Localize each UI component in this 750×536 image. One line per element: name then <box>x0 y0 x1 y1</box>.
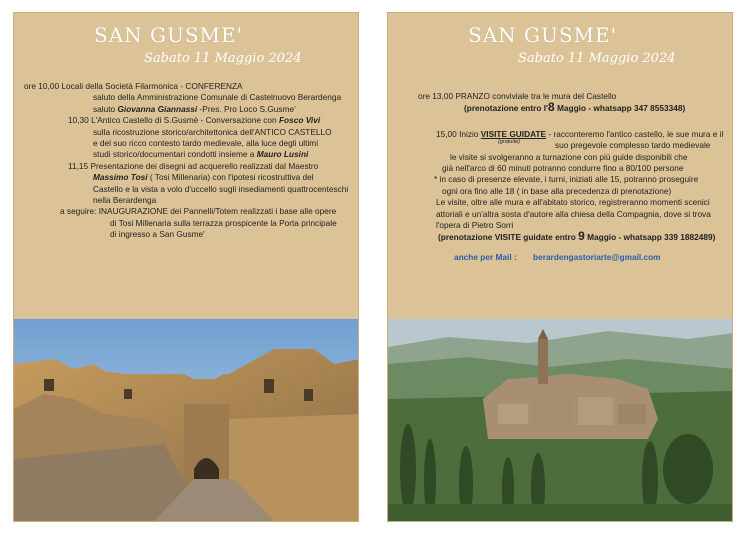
flyer-title: SAN GUSME' <box>468 23 618 47</box>
castle-gate-photo <box>14 319 359 521</box>
speaker-name: Fosco Vivi <box>278 115 321 126</box>
flyer-right <box>387 12 733 522</box>
speaker-name: Massimo Tosi <box>93 172 148 183</box>
program-line: ore 10,00 Locali della Società Filarmonica - CONFERENZA <box>24 81 243 91</box>
speaker-name: Giovanna Giannassi <box>117 103 198 114</box>
village-landscape-photo <box>388 319 733 521</box>
program-line: attoriali e un'altra sosta d'autore alla chiesa della Compagnia, dove si trova <box>436 208 711 219</box>
flyer-title: SAN GUSME' <box>94 23 244 47</box>
program-line: a seguire: INAUGURAZIONE dei Pannelli/Totem realizzati i base alle opere <box>60 206 337 217</box>
speaker-name: Mauro Lusini <box>256 149 309 160</box>
program-text <box>24 81 350 241</box>
booking-line: (prenotazione VISITE guidate entro 9 Maggio - whatsapp 339 1882489) <box>438 229 716 244</box>
program-line: 15,00 Inizio VISITE GUIDATE - racconteremo l'antico castello, le sue mura e il <box>436 128 724 139</box>
flyer-date: Sabato 11 Maggio 2024 <box>144 51 302 66</box>
program-line: (gratuite) suo pregevole complesso tardo medievale <box>498 139 711 151</box>
program-line: 11,15 Presentazione dei disegni ad acquerello realizzati dal Maestro <box>68 160 319 171</box>
note: (gratuite) <box>498 139 521 146</box>
program-line: Massimo Tosi ( Tosi Millenaria) con l'ipotesi ricostruttiva del <box>93 172 314 183</box>
program-line: Castello e la vista a volo d'uccello sugli insediamenti quattrocenteschi <box>93 183 349 194</box>
program-line: le visite si svolgeranno a turnazione con più guide disponibili che <box>450 151 688 162</box>
flyer-date: Sabato 11 Maggio 2024 <box>518 51 676 66</box>
program-line: e del suo ricco contesto tardo medievale, alla luce degli ultimi <box>93 138 319 149</box>
program-line: di Tosi Millenaria sulla terrazza prospicente la Porta principale <box>110 217 337 228</box>
program-line: studi storico/documentari condotti insieme a Mauro Lusini <box>93 149 309 160</box>
email-link[interactable]: berardengastoriarte@gmail.com <box>533 251 661 262</box>
contact-line: anche per Mail : berardengastoriarte@gmail.com <box>454 251 661 262</box>
flyer-left <box>13 12 359 522</box>
program-line: Le visite, oltre alle mura e all'abitato storico, registreranno momenti scenici <box>436 197 710 208</box>
program-line: già nell'arco di 60 minuti potranno condurre fino a 80/100 persone <box>442 163 684 174</box>
program-line: sulla ricostruzione storico/architettonica dell'ANTICO CASTELLO <box>93 126 332 137</box>
program-line: saluto Giovanna Giannassi -Pres. Pro Loco S.Gusme' <box>93 103 296 114</box>
program-line: ogni ora fino alle 18 ( in base alla precedenza di prenotazione) <box>442 185 672 196</box>
program-line: * in caso di presenze elevate, i turni, iniziati alle 15, potranno proseguire <box>434 174 699 185</box>
program-line: ore 13,00 PRANZO conviviale tra le mura del Castello <box>418 91 617 101</box>
program-line: l'opera di Pietro Sorri <box>436 220 514 231</box>
booking-line: (prenotazione entro l'8 Maggio - whatsapp 347 8553348) <box>464 100 686 115</box>
program-line: nella Berardenga <box>93 195 157 206</box>
program-line: di ingresso a San Gusme' <box>110 229 205 240</box>
program-line: saluto della Amministrazione Comunale di Castelnuovo Berardenga <box>93 92 342 103</box>
program-text <box>398 91 724 263</box>
program-line: 10,30 L'Antico Castello di S.Gusmè - Conversazione con Fosco Vivi <box>68 115 321 126</box>
